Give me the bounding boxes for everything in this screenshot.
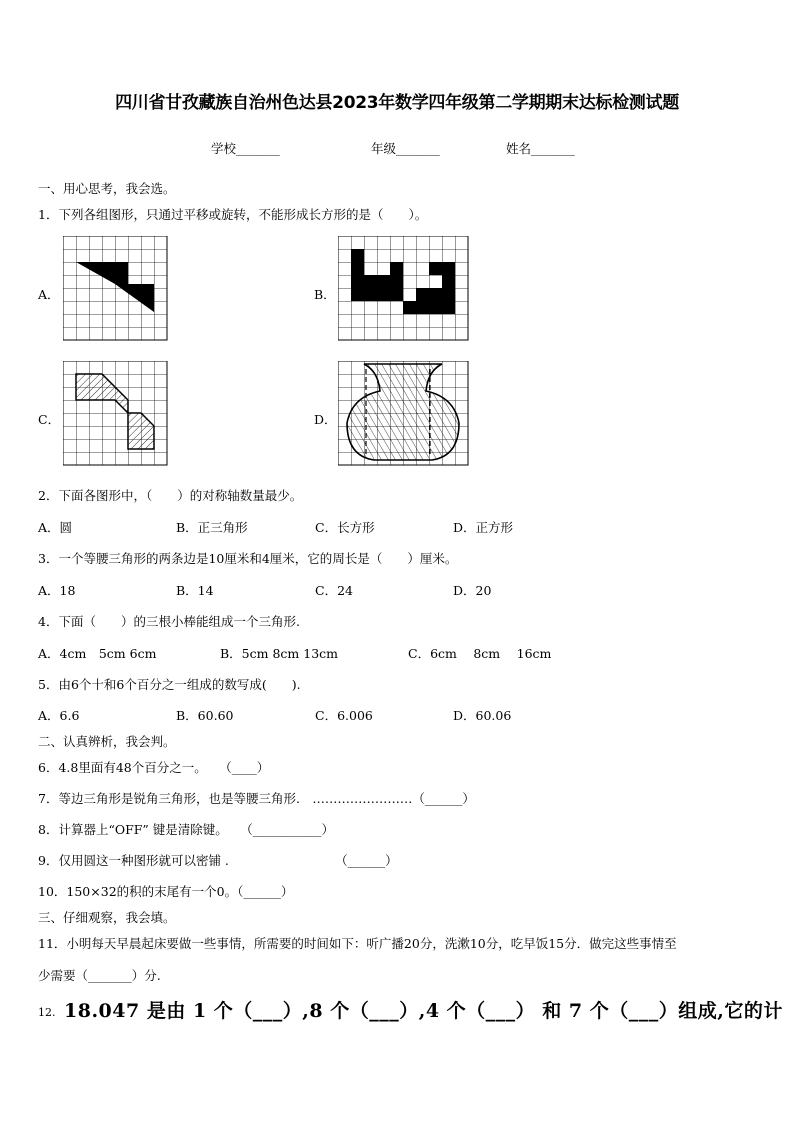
q1-option-a-label[interactable]: A． [38,287,60,302]
q1-option-c-label[interactable]: C． [38,412,61,427]
q5-option-a[interactable]: A．6.6 [38,708,80,723]
question-11-line-1: 11．小明每天早晨起床要做一些事情，所需要的时间如下：听广播20分，洗漱10分，吃早饭15分．做完这些事情至 [38,936,677,951]
q3-option-c[interactable]: C．24 [315,583,353,598]
question-6: 6．4.8里面有48个百分之一。 （____） [38,760,270,775]
q4-option-a[interactable]: A．4cm 5cm 6cm [38,646,157,661]
q3-option-d[interactable]: D．20 [453,583,492,598]
q1-figure-a [63,236,169,341]
question-5-stem: 5．由6个十和6个百分之一组成的数写成( ). [38,677,301,692]
q1-figure-d [338,361,470,466]
q1-option-d-label[interactable]: D． [314,412,337,427]
question-9: 9．仅用圆这一种图形就可以密铺 . （______） [38,853,398,868]
question-4-stem: 4．下面（ ）的三根小棒能组成一个三角形. [38,614,300,629]
section-1-heading: 一、用心思考，我会选。 [38,181,176,196]
question-11-line-2: 少需要（_______）分. [38,968,161,983]
grade-field[interactable]: 年级_______ [371,141,440,156]
q2-option-c[interactable]: C．长方形 [315,520,375,535]
name-field[interactable]: 姓名_______ [506,141,575,156]
question-10: 10．150×32的积的末尾有一个0。（______） [38,884,294,899]
q5-option-b[interactable]: B．60.60 [176,708,234,723]
school-field[interactable]: 学校_______ [211,141,280,156]
question-1-stem: 1．下列各组图形，只通过平移或旋转，不能形成长方形的是（ ）。 [38,207,428,222]
q1-figure-c [63,361,169,466]
section-3-heading: 三、仔细观察，我会填。 [38,910,176,925]
question-7: 7．等边三角形是锐角三角形，也是等腰三角形. ……………………（______） [38,791,475,806]
q5-option-c[interactable]: C．6.006 [315,708,373,723]
q1-option-b-label[interactable]: B． [314,287,336,302]
q3-option-b[interactable]: B．14 [176,583,214,598]
question-12-text: 18.047 是由 1 个（___）,8 个（___）,4 个（___） 和 7 个（___）组成,它的计 [64,1000,783,1022]
q3-option-a[interactable]: A．18 [38,583,76,598]
q2-option-a[interactable]: A．圆 [38,520,73,535]
q2-option-b[interactable]: B．正三角形 [176,520,248,535]
question-8: 8．计算器上“OFF” 键是清除键。 （___________） [38,822,335,837]
page-title: 四川省甘孜藏族自治州色达县2023年数学四年级第二学期期末达标检测试题 [115,93,679,113]
q1-figure-b [338,236,470,341]
section-2-heading: 二、认真辨析，我会判。 [38,734,176,749]
question-3-stem: 3．一个等腰三角形的两条边是10厘米和4厘米，它的周长是（ ）厘米。 [38,551,458,566]
question-12-number: 12. [38,1006,56,1019]
question-2-stem: 2．下面各图形中，（ ）的对称轴数量最少。 [38,488,303,503]
q4-option-b[interactable]: B．5cm 8cm 13cm [220,646,339,661]
q5-option-d[interactable]: D．60.06 [453,708,512,723]
q4-option-c[interactable]: C．6cm 8cm 16cm [408,646,552,661]
q2-option-d[interactable]: D．正方形 [453,520,514,535]
